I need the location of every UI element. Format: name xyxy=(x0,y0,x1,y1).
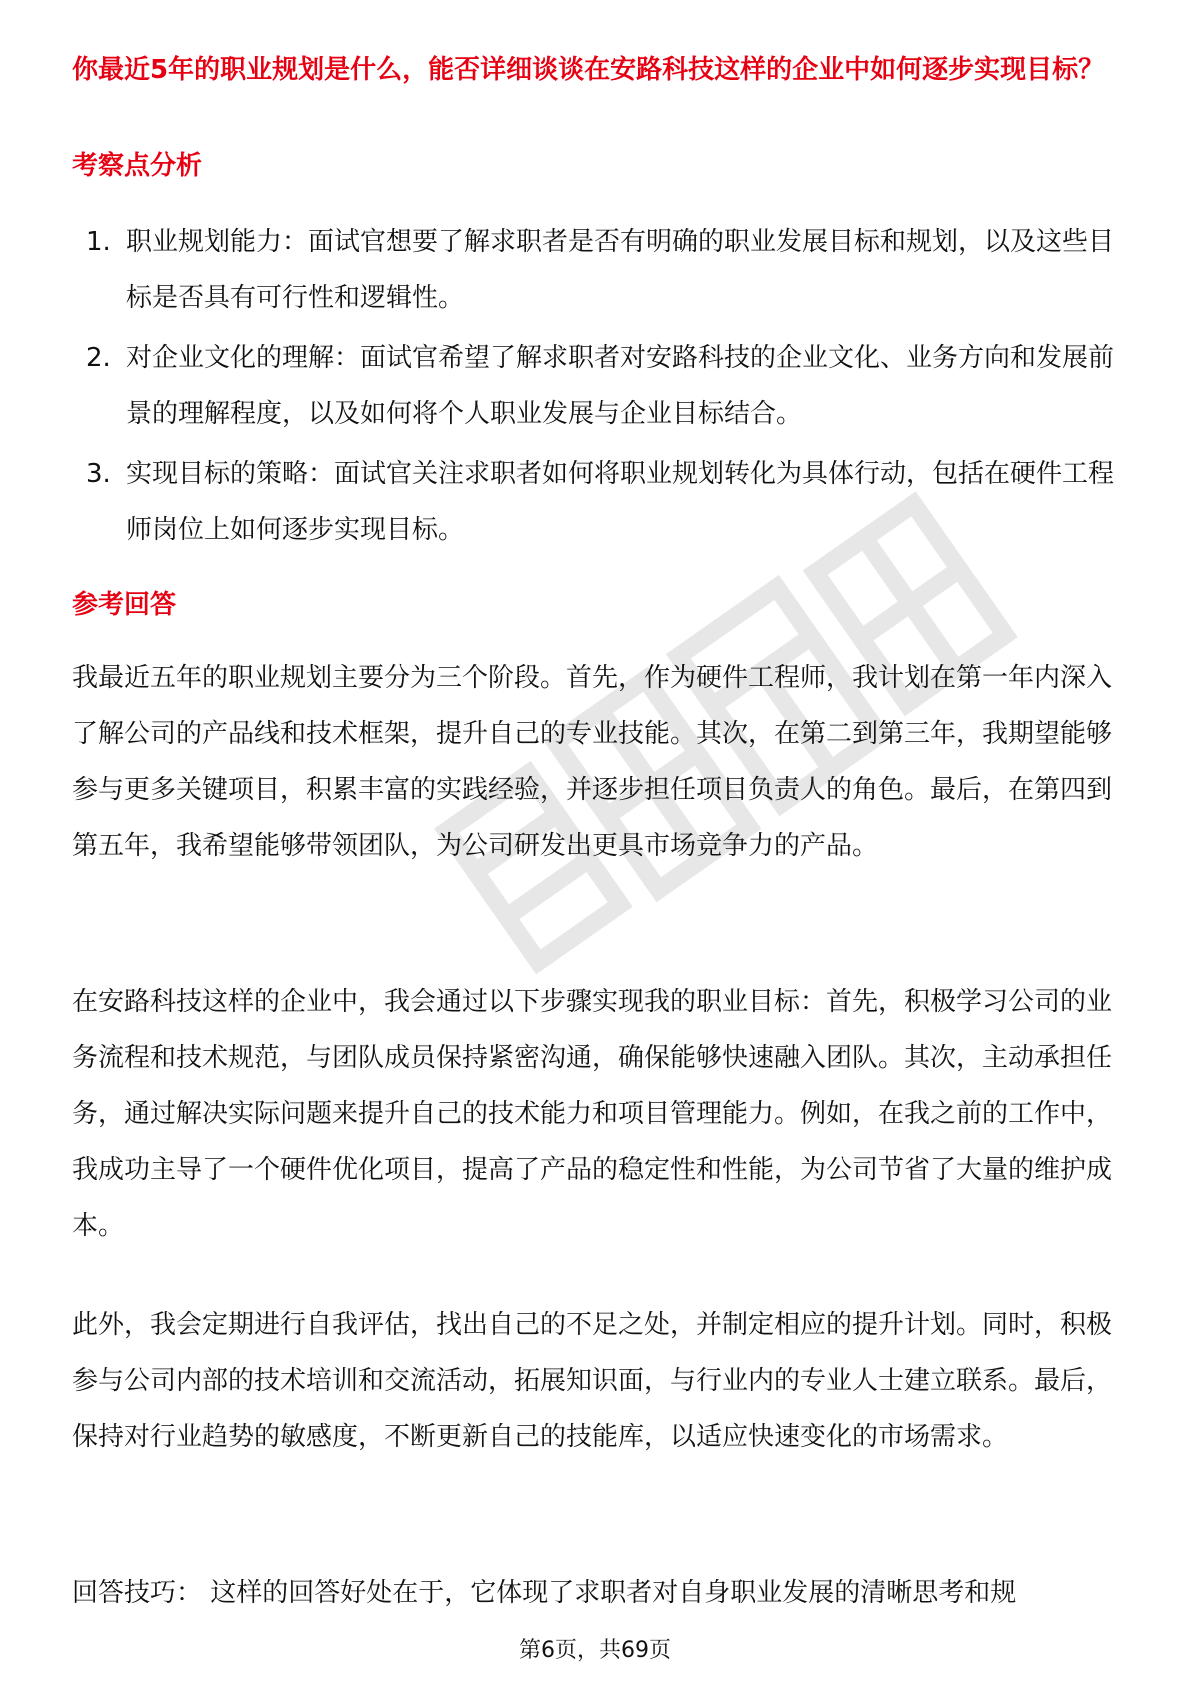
list-number: 3. xyxy=(86,459,111,489)
question-title: 你最近5年的职业规划是什么，能否详细谈谈在安路科技这样的企业中如何逐步实现目标？ xyxy=(72,55,1105,85)
answer-paragraph: 我最近五年的职业规划主要分为三个阶段。首先，作为硬件工程师，我计划在第一年内深入了解公司的产品线和技术框架，提升自己的专业技能。其次，在第二到第三年，我期望能够参与更多关键项目，积累丰富的实践经验，并逐步担任项目负责人的角色。最后，在第四到第五年，我希望能够带领团队，为公司研发出更具市场竞争力的产品。 xyxy=(72,663,1113,861)
analysis-heading: 考察点分析 xyxy=(72,151,203,181)
list-item xyxy=(72,446,1122,558)
list-number: 1. xyxy=(86,227,111,257)
list-item xyxy=(72,330,1122,442)
list-item-text: 对企业文化的理解：面试官希望了解求职者对安路科技的企业文化、业务方向和发展前景的理解程度，以及如何将个人职业发展与企业目标结合。 xyxy=(126,343,1115,429)
list-number: 2. xyxy=(86,343,111,373)
list-item-text: 实现目标的策略：面试官关注求职者如何将职业规划转化为具体行动，包括在硬件工程师岗位上如何逐步实现目标。 xyxy=(126,459,1115,545)
analysis-points xyxy=(72,214,1122,562)
answer-heading: 参考回答 xyxy=(72,590,177,620)
answer-paragraph: 在安路科技这样的企业中，我会通过以下步骤实现我的职业目标：首先，积极学习公司的业务流程和技术规范，与团队成员保持紧密沟通，确保能够快速融入团队。其次，主动承担任务，通过解决实际问题来提升自己的技术能力和项目管理能力。例如，在我之前的工作中，我成功主导了一个硬件优化项目，提高了产品的稳定性和性能，为公司节省了大量的维护成本。 xyxy=(72,987,1113,1241)
list-item xyxy=(72,214,1122,326)
page-number: 第6页，共69页 xyxy=(519,1638,671,1663)
answer-tip-paragraph: 回答技巧： 这样的回答好处在于，它体现了求职者对自身职业发展的清晰思考和规 xyxy=(72,1578,1017,1608)
answer-paragraph: 此外，我会定期进行自我评估，找出自己的不足之处，并制定相应的提升计划。同时，积极参与公司内部的技术培训和交流活动，拓展知识面，与行业内的专业人士建立联系。最后，保持对行业趋势的敏感度，不断更新自己的技能库，以适应快速变化的市场需求。 xyxy=(72,1310,1113,1452)
list-item-text: 职业规划能力：面试官想要了解求职者是否有明确的职业发展目标和规划，以及这些目标是否具有可行性和逻辑性。 xyxy=(126,227,1115,313)
